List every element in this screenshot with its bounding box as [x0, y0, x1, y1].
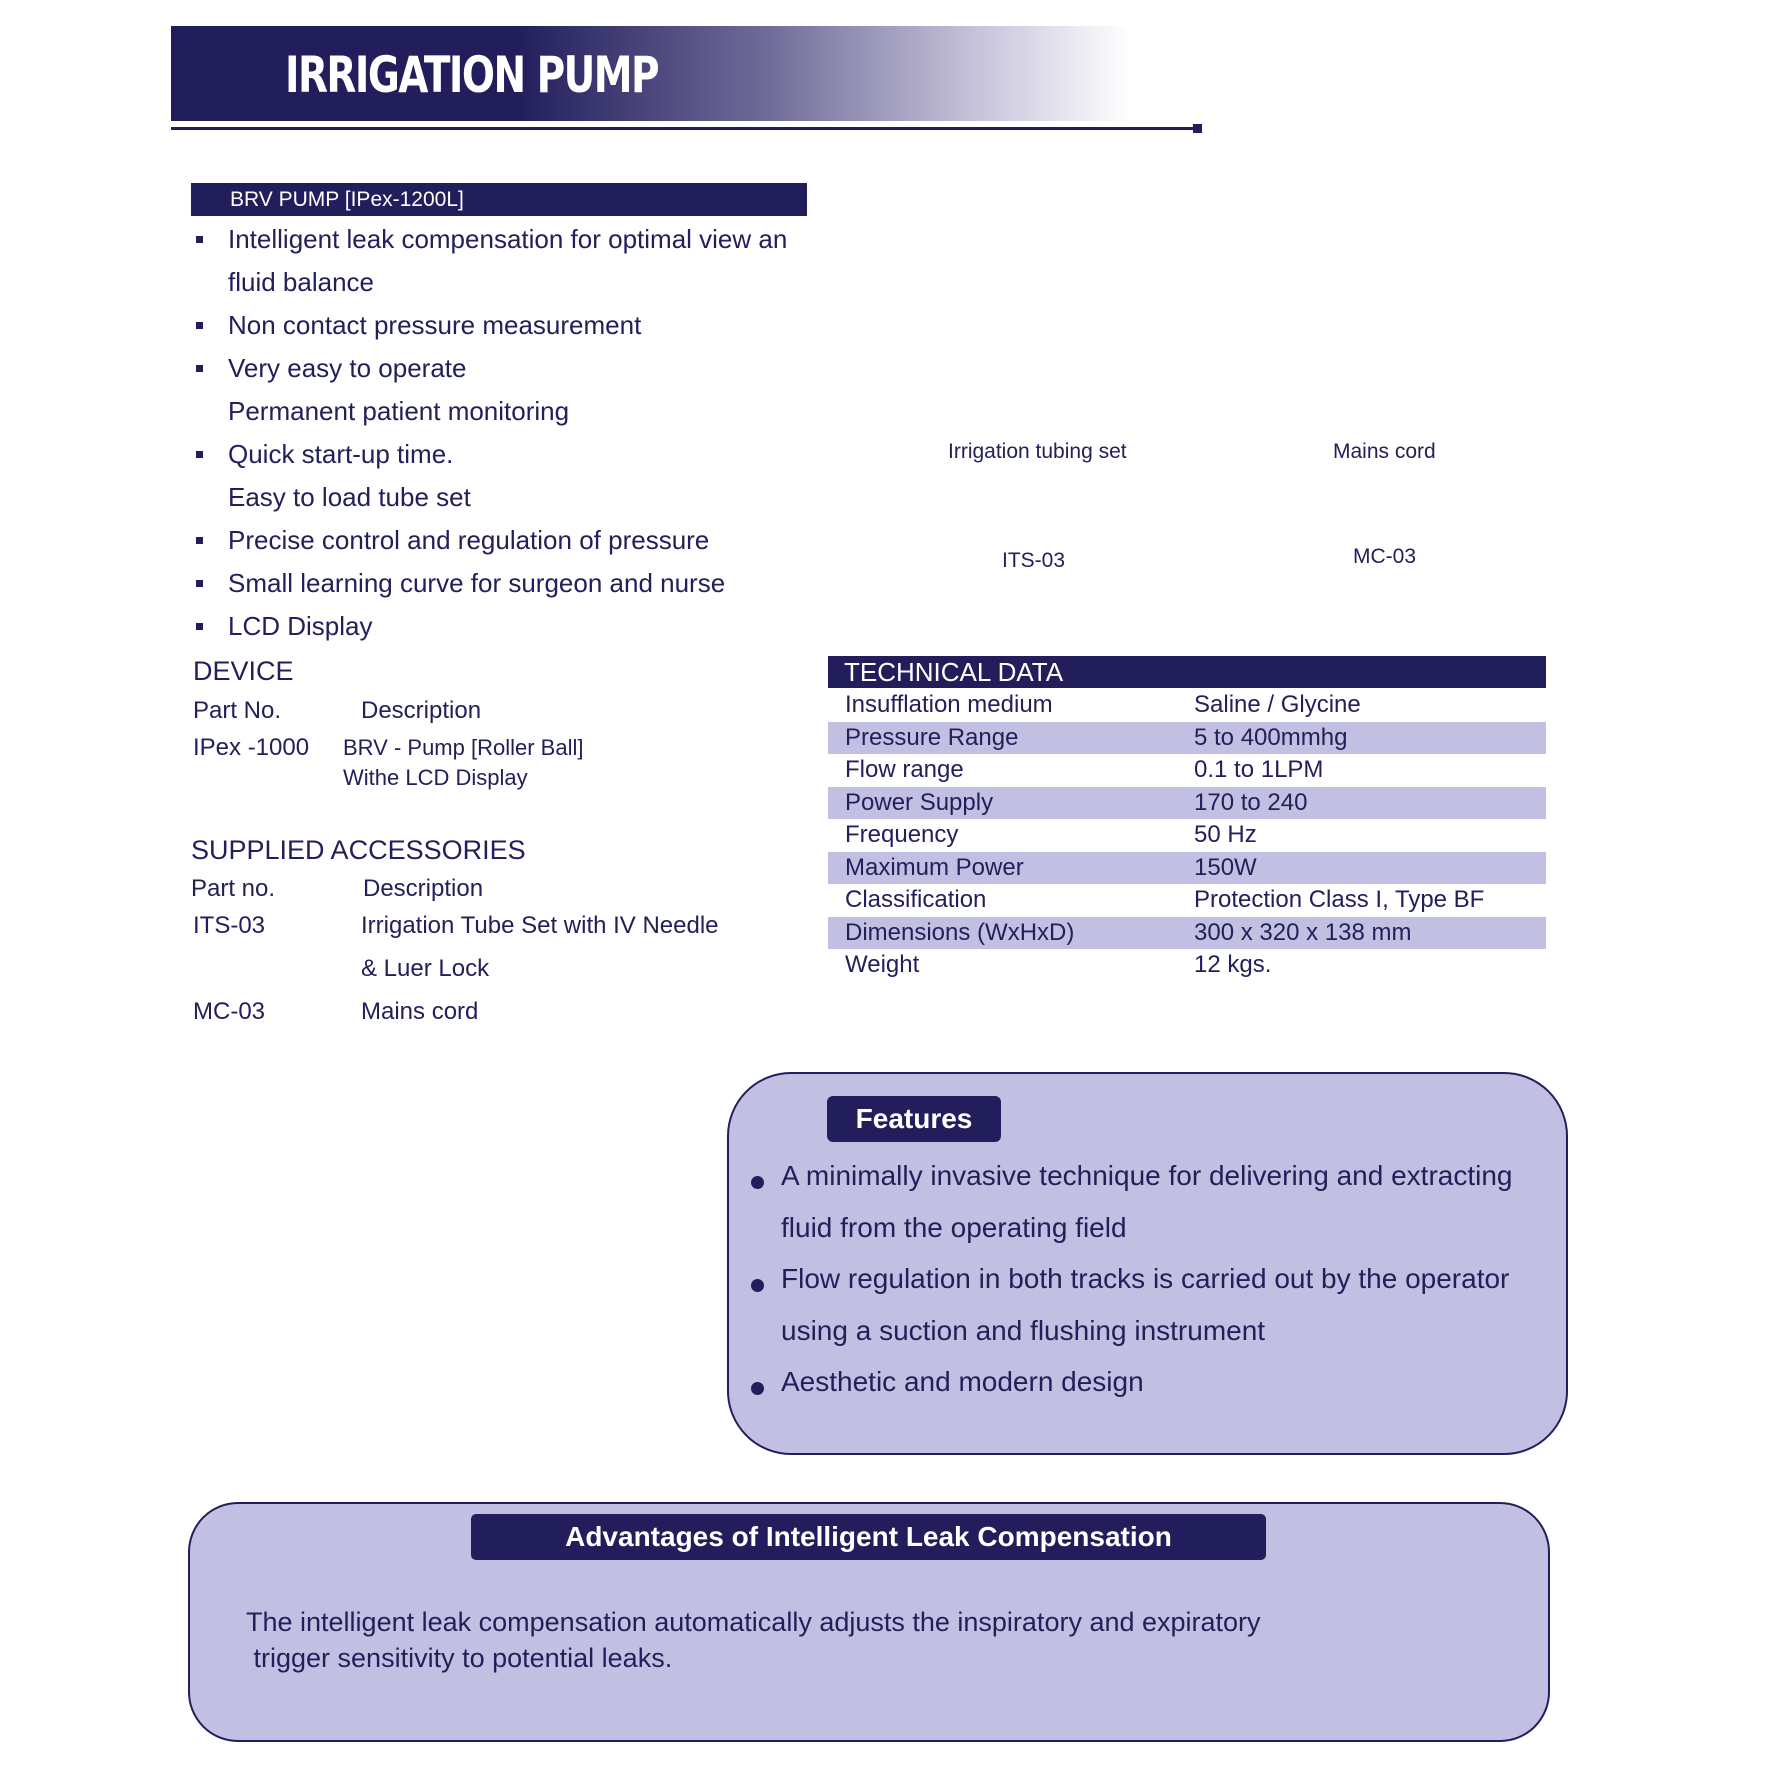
technical-data-table — [828, 689, 1546, 982]
product-bullet: Small learning curve for surgeon and nurse — [228, 568, 726, 598]
spec-key: Maximum Power — [845, 853, 1024, 881]
table-row — [828, 722, 1546, 755]
spec-key: Insufflation medium — [845, 691, 1053, 718]
device-description-line1: BRV - Pump [Roller Ball] — [343, 735, 584, 760]
product-bullet: Non contact pressure measurement — [228, 310, 642, 340]
feature-line: A minimally invasive technique for delivering and extracting — [781, 1160, 1513, 1191]
table-row — [828, 754, 1546, 787]
spec-key: Classification — [845, 886, 987, 913]
feature-line-continuation: fluid from the operating field — [781, 1212, 1127, 1243]
tubing-set-code: ITS-03 — [1002, 549, 1066, 572]
table-row — [828, 689, 1546, 722]
bullet-square-icon — [196, 236, 203, 243]
accessory-part: ITS-03 — [193, 912, 266, 939]
product-bullet: LCD Display — [228, 611, 373, 641]
accessory-description: Mains cord — [361, 998, 479, 1025]
device-heading: DEVICE — [193, 656, 294, 686]
advantages-heading: Advantages of Intelligent Leak Compensation — [471, 1514, 1266, 1560]
spec-value: 0.1 to 1LPM — [1194, 756, 1324, 783]
table-row — [828, 949, 1546, 982]
bullet-dot-icon — [751, 1279, 764, 1292]
accessories-col-description: Description — [363, 875, 484, 902]
header-divider — [171, 127, 1196, 130]
table-row — [828, 852, 1546, 885]
product-bullet: Very easy to operate — [228, 353, 467, 383]
mains-cord-code: MC-03 — [1353, 545, 1417, 568]
product-bullet-continuation: Permanent patient monitoring — [228, 396, 570, 426]
spec-key: Flow range — [845, 756, 964, 783]
advantages-text-line1: The intelligent leak compensation automatically adjusts the inspiratory and expiratory — [246, 1607, 1261, 1637]
device-col-part: Part No. — [193, 697, 282, 724]
feature-line: Flow regulation in both tracks is carried out by the operator — [781, 1263, 1510, 1294]
tubing-set-caption: Irrigation tubing set — [948, 440, 1127, 463]
bullet-square-icon — [196, 365, 203, 372]
mains-cord-caption: Mains cord — [1333, 440, 1436, 463]
bullet-square-icon — [196, 623, 203, 630]
product-bullet-continuation: Easy to load tube set — [228, 482, 471, 512]
spec-value: Saline / Glycine — [1194, 691, 1361, 718]
spec-value: 12 kgs. — [1194, 951, 1272, 978]
spec-value: Protection Class I, Type BF — [1194, 886, 1485, 913]
spec-key: Pressure Range — [845, 723, 1019, 751]
advantages-text-line2: trigger sensitivity to potential leaks. — [246, 1643, 673, 1673]
spec-key: Dimensions (WxHxD) — [845, 918, 1075, 946]
accessory-description-continuation: & Luer Lock — [361, 955, 490, 982]
table-row — [828, 819, 1546, 852]
spec-key: Weight — [845, 951, 920, 978]
bullet-square-icon — [196, 537, 203, 544]
bullet-dot-icon — [751, 1382, 764, 1395]
feature-line: Aesthetic and modern design — [781, 1366, 1144, 1397]
features-heading: Features — [827, 1096, 1001, 1142]
spec-value: 50 Hz — [1194, 821, 1257, 848]
technical-data-heading: TECHNICAL DATA — [828, 656, 1546, 688]
spec-key: Power Supply — [845, 788, 994, 816]
bullet-square-icon — [196, 451, 203, 458]
accessory-description: Irrigation Tube Set with IV Needle — [361, 912, 719, 939]
product-bullet: Precise control and regulation of pressure — [228, 525, 710, 555]
bullet-square-icon — [196, 322, 203, 329]
device-col-description: Description — [361, 697, 482, 724]
header-divider-end-square — [1193, 124, 1202, 133]
bullet-square-icon — [196, 580, 203, 587]
product-bullet: Intelligent leak compensation for optimal view an — [228, 224, 788, 254]
accessories-col-part: Part no. — [191, 875, 276, 902]
spec-value: 300 x 320 x 138 mm — [1194, 918, 1412, 946]
spec-value: 150W — [1194, 853, 1257, 881]
accessory-part: MC-03 — [193, 998, 266, 1025]
product-bullet-continuation: fluid balance — [228, 267, 374, 297]
table-row — [828, 787, 1546, 820]
spec-key: Frequency — [845, 821, 959, 848]
bullet-dot-icon — [751, 1176, 764, 1189]
device-description-line2: Withe LCD Display — [343, 765, 528, 790]
product-bullet: Quick start-up time. — [228, 439, 454, 469]
product-label-bar: BRV PUMP [IPex-1200L] — [191, 183, 807, 216]
accessories-heading: SUPPLIED ACCESSORIES — [191, 835, 526, 865]
page-title: IRRIGATION PUMP — [285, 46, 658, 104]
device-part-number: IPex -1000 — [193, 734, 310, 761]
spec-value: 170 to 240 — [1194, 788, 1308, 816]
feature-line-continuation: using a suction and flushing instrument — [781, 1315, 1266, 1346]
table-row — [828, 884, 1546, 917]
table-row — [828, 917, 1546, 950]
spec-value: 5 to 400mmhg — [1194, 723, 1348, 751]
